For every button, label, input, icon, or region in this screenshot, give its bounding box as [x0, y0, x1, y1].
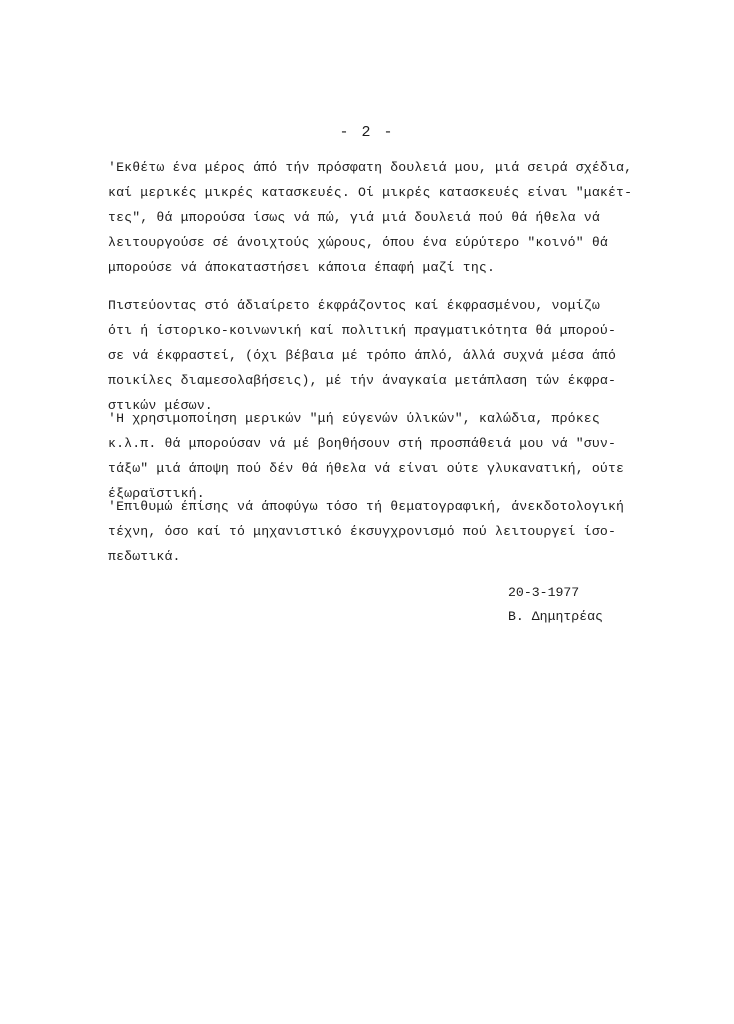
text-line: ότι ή ίστορικο-κοινωνική καί πολιτική πραγματικότητα θά μπορού- [108, 323, 617, 338]
text-line: 'Η χρησιμοποίηση μερικών "μή εύγενών ύλικών", καλώδια, πρόκες [108, 411, 600, 426]
text-line: μπορούσε νά άποκαταστήσει κάποια έπαφή μαζί της. [108, 260, 496, 275]
paragraph-4 [108, 494, 624, 569]
text-line: 'Εκθέτω ένα μέρος άπό τήν πρόσφατη δουλειά μου, μιά σειρά σχέδια, [108, 160, 633, 175]
paragraph-1 [108, 155, 632, 280]
text-line: ποικίλες διαμεσολαβήσεις), μέ τήν άναγκαία μετάπλαση τών έκφρα- [108, 373, 617, 388]
text-line: στικών μέσων. [108, 398, 213, 413]
text-line: καί μερικές μικρές κατασκευές. Οί μικρές κατασκευές είναι "μακέτ- [108, 185, 633, 200]
signature-name: Β. Δημητρέας [508, 609, 603, 624]
text-line: τέχνη, όσο καί τό μηχανιστικό έκσυγχρονισμό πού λειτουργεί ίσο- [108, 524, 617, 539]
text-line: πεδωτικά. [108, 549, 181, 564]
text-line: λειτουργούσε σέ άνοιχτούς χώρους, όπου ένα εύρύτερο "κοινό" θά [108, 235, 608, 250]
paragraph-3 [108, 406, 624, 506]
text-line: έξωραϊστική. [108, 486, 205, 501]
text-line: τες", θά μπορούσα ίσως νά πώ, γιά μιά δουλειά πού θά ήθελα νά [108, 210, 600, 225]
text-line: κ.λ.π. θά μπορούσαν νά μέ βοηθήσουν στή προσπάθειά μου νά "συν- [108, 436, 617, 451]
paragraph-2 [108, 293, 616, 418]
signature-date: 20-3-1977 [508, 585, 580, 600]
text-line: Πιστεύοντας στό άδιαίρετο έκφράζοντος καί έκφρασμένου, νομίζω [108, 298, 600, 313]
text-line: σε νά έκφραστεί, (όχι βέβαια μέ τρόπο άπλό, άλλά συχνά μέσα άπό [108, 348, 617, 363]
page-number: - 2 - [339, 124, 395, 141]
text-line: 'Επιθυμώ έπίσης νά άποφύγω τόσο τή θεματογραφική, άνεκδοτολογική [108, 499, 625, 514]
text-line: τάξω" μιά άποψη πού δέν θά ήθελα νά είναι ούτε γλυκανατική, ούτε [108, 461, 625, 476]
